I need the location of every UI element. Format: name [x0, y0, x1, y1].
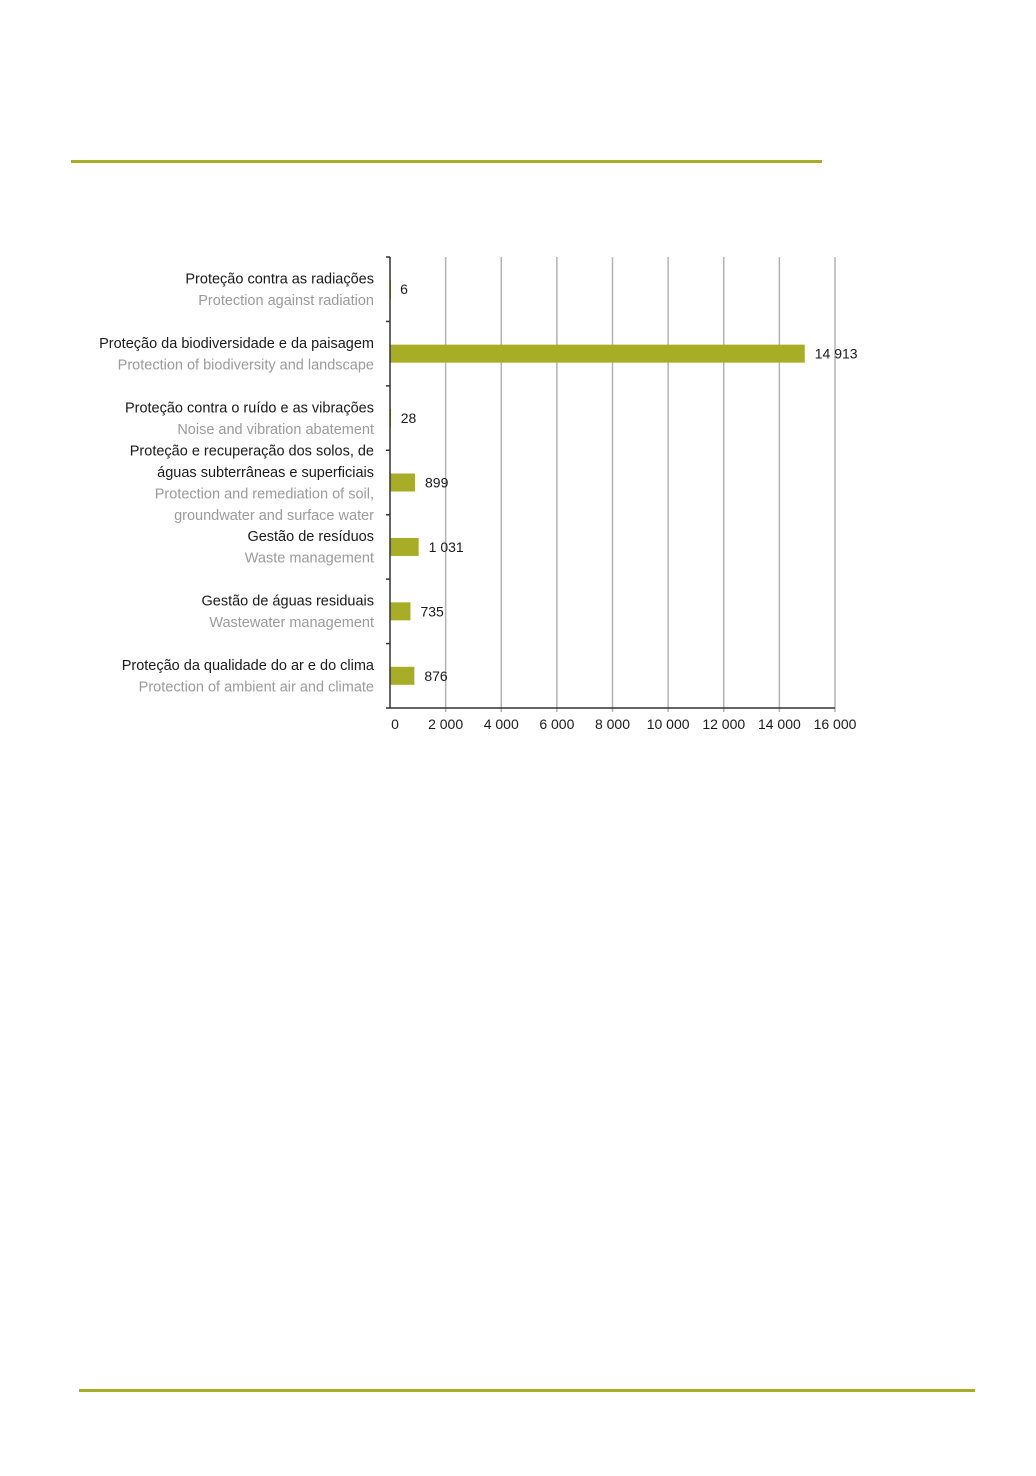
category-label-pt: Gestão de águas residuais: [201, 593, 374, 610]
x-tick-label: 6 000: [539, 716, 575, 732]
category-label-en: Wastewater management: [209, 615, 374, 632]
bar-value-label: 14 913: [814, 345, 858, 362]
bar: [390, 602, 410, 620]
x-tick-label: 4 000: [483, 716, 519, 732]
category-label-en: Protection of ambient air and climate: [138, 679, 374, 696]
category-label-pt: Proteção contra as radiações: [185, 271, 374, 288]
bar: [390, 345, 805, 363]
category-label-en: Waste management: [244, 550, 374, 567]
category-label-en: Protection against radiation: [198, 292, 374, 309]
labels: [99, 271, 858, 695]
grid-lines: [446, 257, 835, 712]
category-label-pt: Gestão de resíduos: [247, 529, 374, 546]
x-tick-label: 12 000: [702, 716, 746, 732]
x-tick-label: 0: [391, 716, 399, 732]
bar-value-label: 28: [400, 410, 417, 427]
bar: [390, 538, 419, 556]
x-tick-label: 10 000: [646, 716, 690, 732]
x-tick-label: 14 000: [757, 716, 801, 732]
category-label-pt: Proteção e recuperação dos solos, de: [129, 443, 374, 460]
bar-value-label: 899: [425, 474, 449, 491]
category-label-en: Protection and remediation of soil,: [154, 486, 374, 503]
bar-value-label: 6: [400, 281, 408, 298]
category-label-pt: Proteção da qualidade do ar e do clima: [121, 658, 374, 675]
category-label-en: Noise and vibration abatement: [177, 421, 374, 438]
x-tick-label: 16 000: [813, 716, 857, 732]
axes: [386, 257, 857, 732]
bar-value-label: 1 031: [428, 538, 464, 555]
x-tick-label: 2 000: [428, 716, 464, 732]
category-label-en: groundwater and surface water: [174, 507, 374, 524]
category-label-en: Protection of biodiversity and landscape: [117, 357, 374, 374]
category-label-pt: águas subterrâneas e superficiais: [157, 464, 374, 481]
x-tick-label: 8 000: [594, 716, 631, 732]
category-label-pt: Proteção contra o ruído e as vibrações: [124, 400, 374, 417]
bar-value-label: 876: [424, 667, 448, 684]
bottom-accent-rule: [79, 1389, 975, 1392]
category-label-pt: Proteção da biodiversidade e da paisagem: [99, 335, 374, 352]
bar-value-label: 735: [420, 603, 444, 620]
bars: [390, 280, 805, 685]
bar: [390, 474, 415, 492]
bar: [390, 667, 414, 685]
